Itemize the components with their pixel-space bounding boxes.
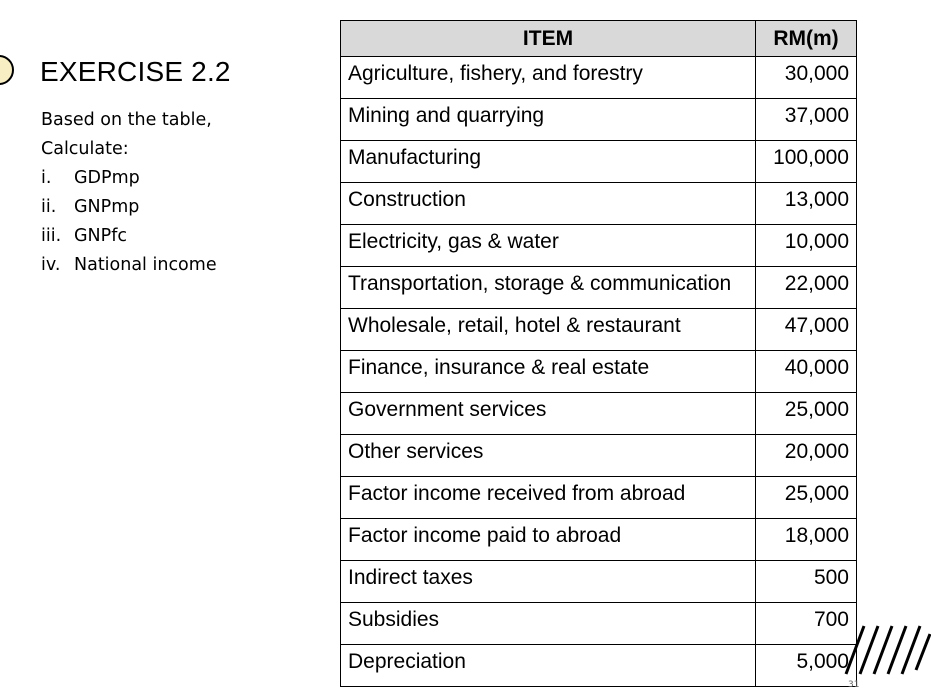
column-header-value: RM(m)	[756, 21, 857, 57]
row-item: Transportation, storage & communication	[341, 267, 756, 309]
table-row	[341, 561, 857, 603]
table-row	[341, 57, 857, 99]
table-row	[341, 141, 857, 183]
row-value: 700	[756, 603, 857, 645]
row-item: Wholesale, retail, hotel & restaurant	[341, 309, 756, 351]
row-item: Construction	[341, 183, 756, 225]
table-row	[341, 435, 857, 477]
question-text: National income	[74, 255, 217, 275]
table-row	[341, 99, 857, 141]
row-item: Government services	[341, 393, 756, 435]
question-item	[41, 164, 217, 193]
row-item: Factor income received from abroad	[341, 477, 756, 519]
row-value: 30,000	[756, 57, 857, 99]
title-bullet-circle-icon	[0, 55, 14, 85]
row-value: 25,000	[756, 477, 857, 519]
table-row	[341, 477, 857, 519]
column-header-item: ITEM	[341, 21, 756, 57]
table-row	[341, 267, 857, 309]
row-value: 25,000	[756, 393, 857, 435]
table-row	[341, 519, 857, 561]
table-row	[341, 225, 857, 267]
row-item: Agriculture, fishery, and forestry	[341, 57, 756, 99]
table-row	[341, 603, 857, 645]
question-number: iii.	[41, 226, 62, 246]
row-value: 10,000	[756, 225, 857, 267]
row-item: Indirect taxes	[341, 561, 756, 603]
table-row	[341, 393, 857, 435]
intro-line: Calculate:	[41, 139, 129, 159]
row-value: 13,000	[756, 183, 857, 225]
page-number: 31	[848, 680, 860, 690]
row-item: Depreciation	[341, 645, 756, 687]
row-value: 47,000	[756, 309, 857, 351]
row-value: 18,000	[756, 519, 857, 561]
row-item: Finance, insurance & real estate	[341, 351, 756, 393]
row-item: Electricity, gas & water	[341, 225, 756, 267]
row-value: 20,000	[756, 435, 857, 477]
row-value: 100,000	[756, 141, 857, 183]
row-value: 5,000	[756, 645, 857, 687]
question-text: GNPmp	[74, 197, 140, 217]
question-item	[41, 251, 217, 280]
row-value: 500	[756, 561, 857, 603]
table-row	[341, 351, 857, 393]
question-item	[41, 222, 217, 251]
table-row	[341, 309, 857, 351]
question-text: GDPmp	[74, 168, 140, 188]
row-value: 22,000	[756, 267, 857, 309]
question-text: GNPfc	[74, 226, 127, 246]
table-header-row	[341, 21, 857, 57]
row-item: Factor income paid to abroad	[341, 519, 756, 561]
row-value: 40,000	[756, 351, 857, 393]
row-item: Subsidies	[341, 603, 756, 645]
row-item: Manufacturing	[341, 141, 756, 183]
question-item	[41, 193, 217, 222]
exercise-title: EXERCISE 2.2	[40, 56, 231, 87]
question-number: iv.	[41, 255, 61, 275]
table-row	[341, 645, 857, 687]
row-item: Other services	[341, 435, 756, 477]
income-data-table	[340, 20, 857, 687]
exercise-instructions	[41, 106, 217, 280]
question-number: ii.	[41, 197, 57, 217]
intro-line: Based on the table,	[41, 110, 212, 130]
diagonal-hatch-icon	[842, 624, 931, 676]
question-number: i.	[41, 168, 52, 188]
table-row	[341, 183, 857, 225]
row-value: 37,000	[756, 99, 857, 141]
row-item: Mining and quarrying	[341, 99, 756, 141]
